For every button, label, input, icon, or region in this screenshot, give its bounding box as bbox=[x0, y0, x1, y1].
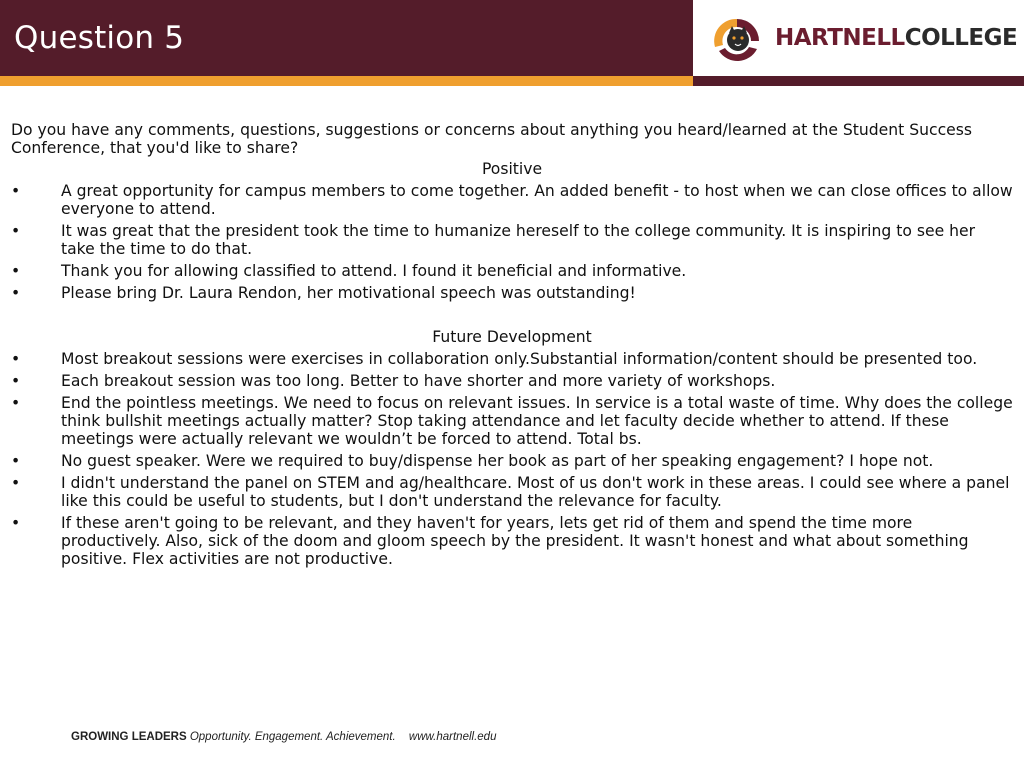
header-band bbox=[0, 0, 693, 76]
bullet-glyph: • bbox=[11, 474, 21, 492]
bullet-glyph: • bbox=[11, 262, 21, 280]
list-item bbox=[11, 222, 1013, 258]
comment-text: Please bring Dr. Laura Rendon, her motivational speech was outstanding! bbox=[61, 284, 636, 302]
bullet-glyph: • bbox=[11, 284, 21, 302]
list-item bbox=[11, 182, 1013, 218]
survey-question: Do you have any comments, questions, suggestions or concerns about anything you heard/learned at the Student Success Conference, that you'd like to share? bbox=[11, 121, 972, 157]
comment-text: No guest speaker. Were we required to buy/dispense her book as part of her speaking engagement? I hope not. bbox=[61, 452, 934, 470]
bullet-glyph: • bbox=[11, 452, 21, 470]
future-development-list bbox=[11, 350, 1013, 568]
comment-text: A great opportunity for campus members to come together. An added benefit - to host when we can close offices to allow everyone to attend. bbox=[61, 182, 1013, 218]
accent-stripe-orange bbox=[0, 76, 693, 86]
comment-text: It was great that the president took the time to humanize hereself to the college community. It is inspiring to see her take the time to do that. bbox=[61, 222, 976, 258]
list-item bbox=[11, 262, 1013, 280]
list-item bbox=[11, 514, 1013, 568]
list-item bbox=[11, 350, 1013, 368]
panther-emblem-icon bbox=[709, 11, 765, 67]
logo-word-college: COLLEGE bbox=[904, 25, 1018, 51]
slide-footer bbox=[71, 731, 496, 743]
college-logo bbox=[693, 0, 1024, 76]
comment-text: End the pointless meetings. We need to focus on relevant issues. In service is a total waste of time. Why does the college think bullshit meetings actually matter? Stop taking attendance and let faculty decide whether to attend. If these meetings were actually relevant we wouldn’t be forced to attend. Total bs. bbox=[61, 394, 1013, 448]
list-item bbox=[11, 474, 1013, 510]
comment-text: Each breakout session was too long. Better to have shorter and more variety of workshops. bbox=[61, 372, 776, 390]
list-item bbox=[11, 452, 1013, 470]
list-item bbox=[11, 394, 1013, 448]
list-item bbox=[11, 372, 1013, 390]
footer-motto: Opportunity. Engagement. Achievement. bbox=[189, 731, 396, 743]
slide-title: Question 5 bbox=[14, 20, 185, 56]
section-heading-future-development: Future Development bbox=[432, 328, 592, 346]
positive-comments-list bbox=[11, 182, 1013, 302]
list-item bbox=[11, 284, 1013, 302]
footer-tagline: GROWING LEADERS bbox=[71, 731, 187, 743]
comment-text: If these aren't going to be relevant, and they haven't for years, lets get rid of them and spend the time more productively. Also, sick of the doom and gloom speech by the president. It wasn't honest and what about something positive. Flex activities are not productive. bbox=[61, 514, 969, 568]
bullet-glyph: • bbox=[11, 350, 21, 368]
bullet-glyph: • bbox=[11, 372, 21, 390]
comment-text: Most breakout sessions were exercises in collaboration only.Substantial information/content should be presented too. bbox=[61, 350, 978, 368]
bullet-glyph: • bbox=[11, 514, 21, 532]
logo-wordmark bbox=[775, 25, 1017, 51]
slide-body bbox=[11, 121, 1013, 572]
section-heading-positive: Positive bbox=[481, 160, 543, 178]
footer-url: www.hartnell.edu bbox=[408, 731, 497, 743]
accent-stripe-maroon bbox=[693, 76, 1024, 86]
bullet-glyph: • bbox=[11, 222, 21, 240]
comment-text: Thank you for allowing classified to attend. I found it beneficial and informative. bbox=[61, 262, 687, 280]
bullet-glyph: • bbox=[11, 394, 21, 412]
logo-word-hartnell: HARTNELL bbox=[775, 25, 905, 51]
comment-text: I didn't understand the panel on STEM and ag/healthcare. Most of us don't work in these areas. I could see where a panel like this could be useful to students, but I don't understand the relevance for faculty. bbox=[61, 474, 1010, 510]
bullet-glyph: • bbox=[11, 182, 21, 200]
